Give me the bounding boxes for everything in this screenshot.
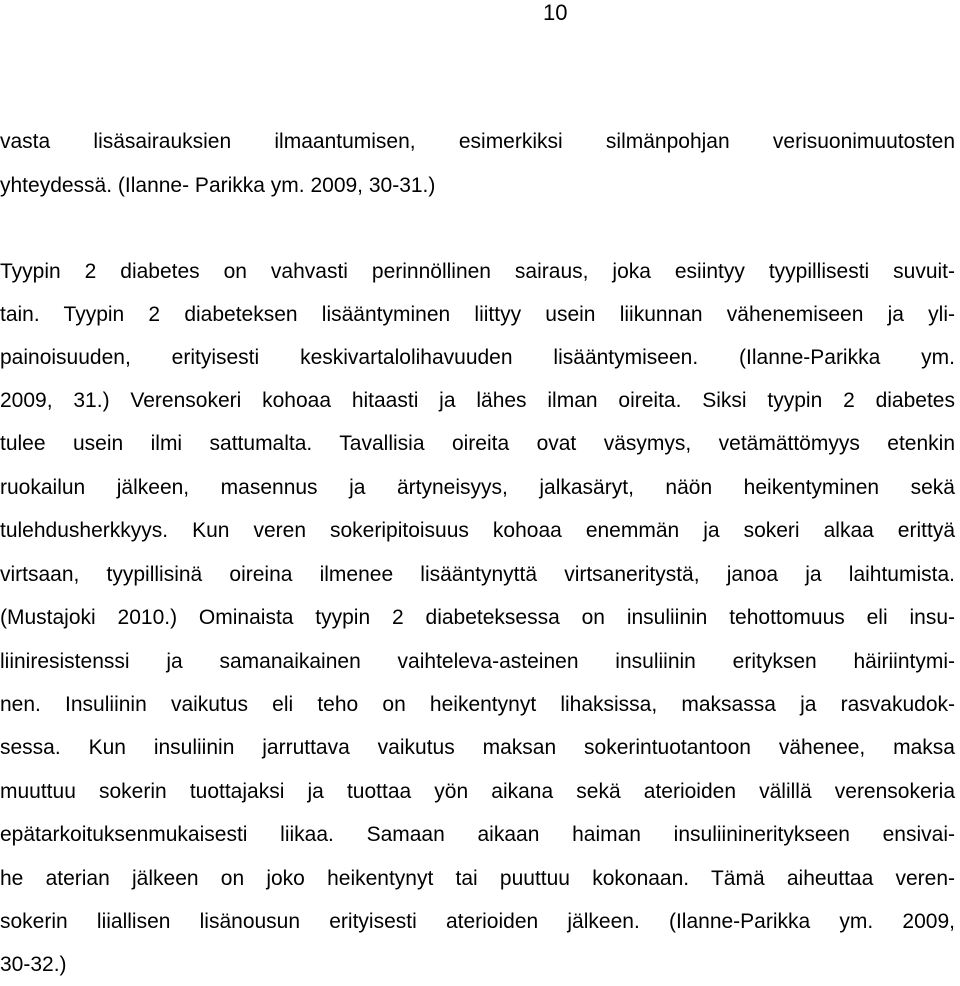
paragraph-2-line-15: he aterian jälkeen on joko heikentynyt tai puuttuu kokonaan. Tämä aiheuttaa veren-	[0, 867, 955, 890]
paragraph-2-line-10: liiniresistenssi ja samanaikainen vaihteleva-asteinen insuliinin erityksen häiriintymi-	[0, 650, 955, 673]
paragraph-2-line-12: sessa. Kun insuliinin jarruttava vaikutus maksan sokerintuotantoon vähenee, maksa	[0, 736, 955, 759]
paragraph-2-line-9: (Mustajoki 2010.) Ominaista tyypin 2 diabeteksessa on insuliinin tehottomuus eli insu-	[0, 606, 955, 629]
paragraph-2-line-6: ruokailun jälkeen, masennus ja ärtyneisyys, jalkasäryt, näön heikentyminen sekä	[0, 476, 955, 499]
paragraph-2-line-8: virtsaan, tyypillisinä oireina ilmenee lisääntynyttä virtsaneritystä, janoa ja laihtumista.	[0, 563, 955, 586]
paragraph-2-line-2: tain. Tyypin 2 diabeteksen lisääntyminen liittyy usein liikunnan vähenemiseen ja yli-	[0, 303, 955, 326]
paragraph-2-line-3: painoisuuden, erityisesti keskivartalolihavuuden lisääntymiseen. (Ilanne-Parikka ym.	[0, 346, 955, 369]
paragraph-2-line-13: muuttuu sokerin tuottajaksi ja tuottaa yön aikana sekä aterioiden välillä verensokeria	[0, 780, 955, 803]
paragraph-2-line-4: 2009, 31.) Verensokeri kohoaa hitaasti ja lähes ilman oireita. Siksi tyypin 2 diabetes	[0, 389, 955, 412]
paragraph-2-line-14: epätarkoituksenmukaisesti liikaa. Samaan aikaan haiman insuliinineritykseen ensivai-	[0, 823, 955, 846]
paragraph-1-line-2: yhteydessä. (Ilanne- Parikka ym. 2009, 30-31.)	[0, 174, 436, 197]
paragraph-2-line-7: tulehdusherkkyys. Kun veren sokeripitoisuus kohoaa enemmän ja sokeri alkaa erittyä	[0, 519, 955, 542]
paragraph-2-line-5: tulee usein ilmi sattumalta. Tavallisia oireita ovat väsymys, vetämättömyys etenkin	[0, 432, 955, 455]
paragraph-2-line-17: 30-32.)	[0, 953, 67, 976]
page-number-text: 10	[543, 0, 568, 25]
paragraph-2-line-1: Tyypin 2 diabetes on vahvasti perinnöllinen sairaus, joka esiintyy tyypillisesti suvuit-	[0, 260, 955, 283]
paragraph-2-line-16: sokerin liiallisen lisänousun erityisesti aterioiden jälkeen. (Ilanne-Parikka ym. 2009,	[0, 910, 955, 933]
paragraph-1-line-1: vasta lisäsairauksien ilmaantumisen, esimerkiksi silmänpohjan verisuonimuutosten	[0, 130, 955, 153]
paragraph-2-line-11: nen. Insuliinin vaikutus eli teho on heikentynyt lihaksissa, maksassa ja rasvakudok-	[0, 693, 955, 716]
